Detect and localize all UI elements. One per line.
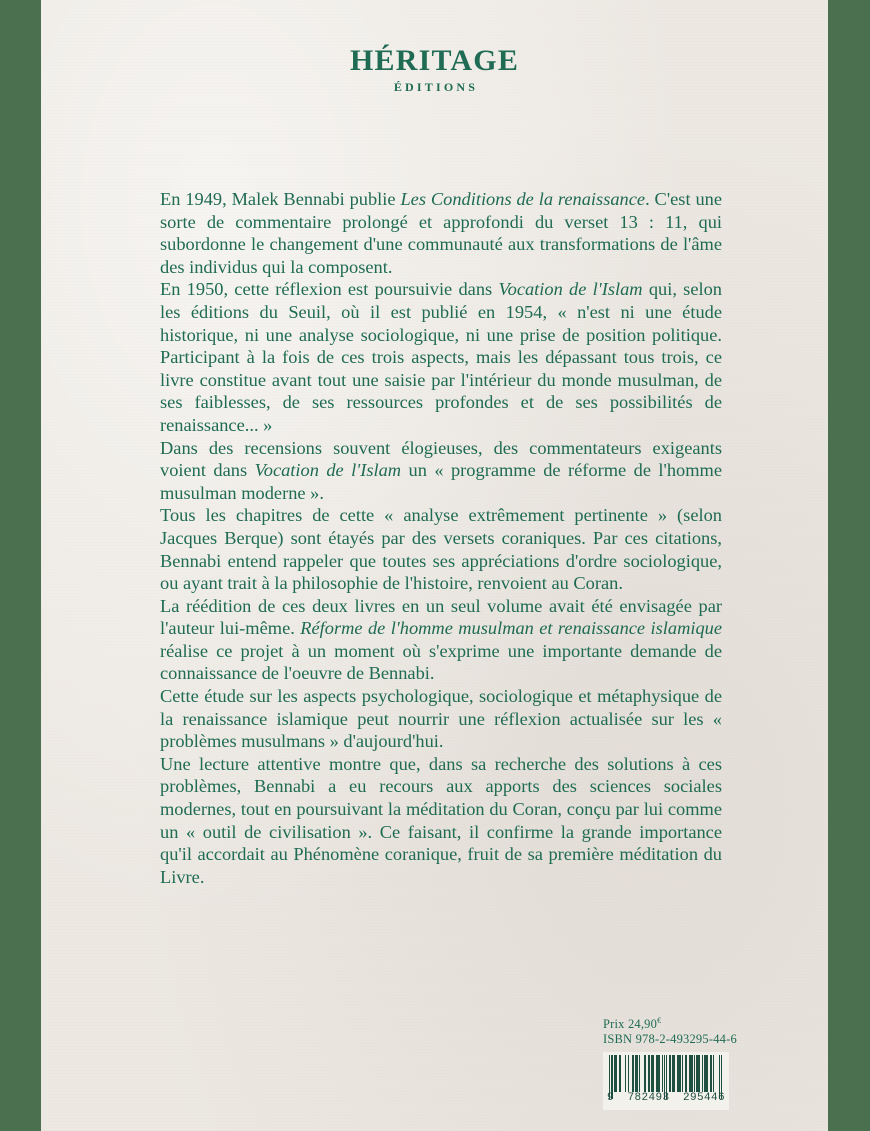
publisher-name: HÉRITAGE <box>349 44 520 77</box>
spine-edge-left <box>0 0 41 1131</box>
blurb-text: Dans des recensions souvent élogieuses, des commentateurs exigeants voient dans <box>160 437 722 481</box>
ean13-barcode <box>603 1052 729 1110</box>
blurb-paragraph <box>160 278 722 436</box>
barcode-digit-group-right: 295446 <box>682 1092 725 1104</box>
back-cover-blurb <box>160 188 722 888</box>
book-title-italic: Vocation de l'Islam <box>254 460 402 481</box>
cover-page <box>41 0 828 1131</box>
book-title-italic: Vocation de l'Islam <box>498 279 643 300</box>
isbn-line: ISBN 978-2-493295-44-6 <box>603 1032 737 1047</box>
blurb-text: Une lecture attentive montre que, dans sa recherche des solutions à ces problèmes, Bennabi a eu recours aux apports des sciences sociales modernes, tout en poursuivant la méditation du Coran, conçu par lui comme un « outil de civilisation ». Ce faisant, il confirme la grande importance qu'il accordait au Phénomène coranique, fruit de sa première méditation du Livre. <box>160 753 722 887</box>
price-amount: Prix 24,90 <box>603 1017 658 1032</box>
currency-symbol: € <box>657 1016 662 1025</box>
book-title-italic: Réforme de l'homme musulman et renaissance islamique <box>300 618 723 639</box>
price-line <box>603 1013 783 1032</box>
barcode-digit-group-middle: 782493 <box>627 1092 670 1104</box>
blurb-paragraph <box>160 437 722 505</box>
blurb-text: un « programme de réforme de l'homme musulman moderne ». <box>160 460 723 503</box>
book-title-italic: Les Conditions de la renaissance <box>400 189 646 209</box>
blurb-paragraph <box>160 685 722 753</box>
barcode-digits <box>607 1092 725 1104</box>
blurb-paragraph <box>160 753 722 889</box>
blurb-text: En 1949, Malek Bennabi publie <box>160 189 401 209</box>
publisher-subtitle: ÉDITIONS <box>393 80 479 94</box>
blurb-text: réalise ce projet à un moment où s'exprime une importante demande de connaissance de l'oeuvre de Bennabi. <box>160 640 722 684</box>
blurb-text: qui, selon les éditions du Seuil, où il est publié en 1954, « n'est ni une étude historique, ni une analyse sociologique, ni une prise de position politique. Participant à la fois de ces trois aspects, mais les dépassant tous trois, ce livre constitue avant tout une saisie par l'intérieur du monde musulman, de ses faiblesses, de ses ressources profondes et de ses possibilités de renaissance... » <box>160 279 722 435</box>
price-isbn-block <box>603 1013 783 1047</box>
blurb-text: La réédition de ces deux livres en un seul volume avait été envisagée par l'auteur lui-même. <box>160 595 722 639</box>
blurb-paragraph <box>160 595 722 685</box>
blurb-paragraph <box>160 188 722 278</box>
blurb-text: En 1950, cette réflexion est poursuivie dans <box>160 279 499 300</box>
blurb-text: . C'est une sorte de commentaire prolongé et approfondi du verset 13 : 11, qui subordonne le changement d'une communauté aux transformations de l'âme des individus qui la composent. <box>160 189 722 277</box>
barcode-digit-group-left: 9 <box>607 1092 615 1104</box>
barcode-bars <box>609 1055 723 1092</box>
publisher-logo <box>41 46 828 95</box>
blurb-paragraph <box>160 504 722 594</box>
spine-edge-right <box>828 0 870 1131</box>
blurb-text: Tous les chapitres de cette « analyse extrêmement pertinente » (selon Jacques Berque) sont étayés par des versets coraniques. Par ces citations, Bennabi entend rappeler que toutes ses appréciations d'ordre sociologique, ou ayant trait à la philosophie de l'histoire, renvoient au Coran. <box>160 505 722 594</box>
blurb-text: Cette étude sur les aspects psychologique, sociologique et métaphysique de la renaissance islamique peut nourrir une réflexion actualisée sur les « problèmes musulmans » d'aujourd'hui. <box>160 686 722 752</box>
